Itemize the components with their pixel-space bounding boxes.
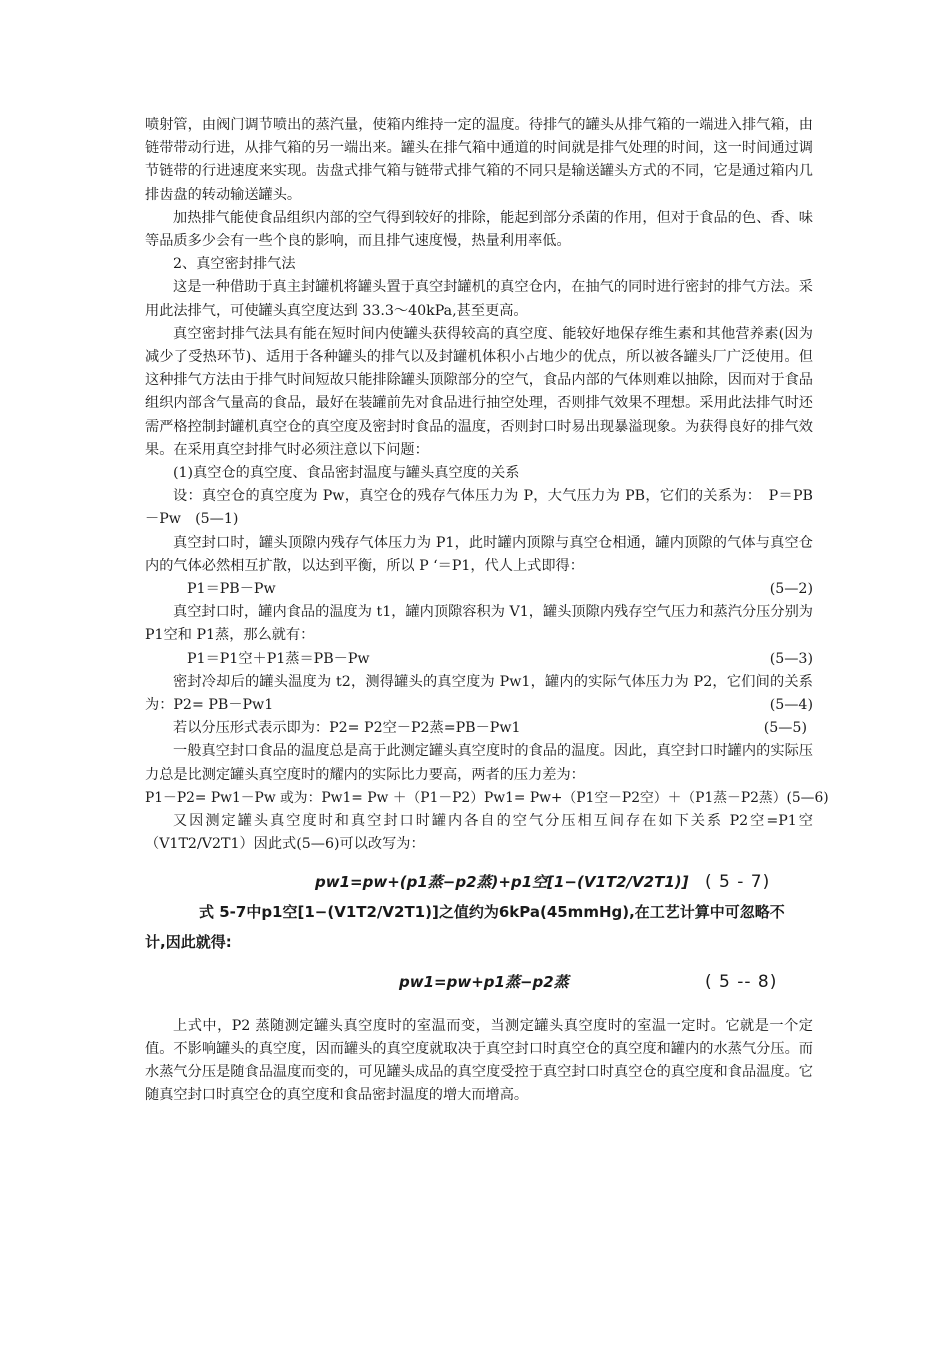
section-heading-2: 2、真空密封排气法: [173, 256, 296, 273]
equation-5-2-number: (5—2): [769, 581, 813, 598]
formula-note-line-2: [145, 927, 813, 957]
formula-note-text: 式 5-7中p1空[1−(V1T2/V2T1)]之值约为6kPa(45mmHg),在工艺计算中可忽略不: [199, 902, 785, 921]
formula-5-7: [145, 867, 813, 897]
equation-5-5-number: (5—5): [763, 720, 807, 737]
formula-5-8: [145, 963, 813, 1001]
formula-block: [145, 867, 813, 1001]
paragraph-5: 设：真空仓的真空度为 Pw，真空仓的残存气体压力为 P，大气压力为 PB，它们的关系为： P＝PB－Pw (5—1): [145, 488, 813, 528]
formula-5-8-body: pw1=pw+p1蒸−p2蒸: [399, 972, 569, 991]
paragraph-8-text: 密封冷却后的罐头温度为 t2，测得罐头的真空度为 Pw1，罐内的实际气体压力为 P2，它们间的关系为：P2= PB－Pw1: [145, 673, 813, 714]
paragraph-1: 喷射管，由阀门调节喷出的蒸汽量，使箱内维持一定的温度。待排气的罐头从排气箱的一端进入排气箱，由链带带动行进，从排气箱的另一端出来。罐头在排气箱中通道的时间就是排气处理的时间，这一时间通过调节链带的行进速度来实现。齿盘式排气箱与链带式排气箱的不同只是输送罐头方式的不同，它是通过箱内几排齿盘的转动输送罐头。: [145, 117, 813, 203]
paragraph-9-text: 若以分压形式表示即为：P2= P2空－P2蒸=PB－Pw1: [173, 720, 521, 737]
paragraph-7: 真空封口时，罐内食品的温度为 t1，罐内顶隙容积为 V1，罐头顶隙内残存空气压力和蒸汽分压分别为 P1空和 P1蒸，那么就有：: [145, 604, 813, 644]
paragraph-11: P1－P2= Pw1－Pw 或为：Pw1= Pw ＋（P1－P2）Pw1= Pw+（P1空－P2空）＋（P1蒸－P2蒸）(5—6): [145, 789, 829, 806]
paragraph-3: 这是一种借助于真主封罐机将罐头置于真空封罐机的真空仓内，在抽气的同时进行密封的排气方法。采用此法排气，可使罐头真空度达到 33.3～40kPa,甚至更高。: [145, 279, 813, 319]
equation-5-2-body: P1＝PB－Pw: [187, 581, 276, 598]
subsection-heading-1: (1)真空仓的真空度、食品密封温度与罐头真空度的关系: [173, 465, 520, 482]
equation-5-3-number: (5—3): [769, 650, 813, 667]
paragraph-12: 又因测定罐头真空度时和真空封口时罐内各自的空气分压相互间存在如下关系 P2空=P1空（V1T2/V2T1）因此式(5—6)可以改写为：: [145, 813, 813, 853]
formula-5-7-body: pw1=pw+(p1蒸−p2蒸)+p1空[1−(V1T2/V2T1)]: [315, 872, 689, 891]
equation-5-2: [145, 578, 813, 601]
equation-5-3: [145, 648, 813, 671]
formula-note-text-2: 计,因此就得:: [145, 932, 232, 951]
paragraph-6: 真空封口时，罐头顶隙内残存气体压力为 P1，此时罐内顶隙与真空仓相通，罐内顶隙的气体与真空仓内的气体必然相互扩散，以达到平衡，所以 P ‘＝P1，代人上式即得：: [145, 534, 813, 574]
formula-5-8-number: ( 5 -- 8): [705, 971, 778, 992]
equation-5-4-number: (5—4): [769, 697, 813, 714]
paragraph-9: [145, 717, 813, 740]
document-page: [145, 114, 829, 1107]
formula-note-line-1: [145, 897, 813, 927]
paragraph-10: 一般真空封口食品的温度总是高于此测定罐头真空度时的食品的温度。因此，真空封口时罐内的实际压力总是比测定罐头真空度时的耀内的实际比力要高，两者的压力差为：: [145, 743, 813, 783]
equation-5-3-body: P1＝P1空＋P1蒸＝PB－Pw: [187, 650, 370, 667]
formula-5-7-number: ( 5 - 7): [705, 871, 771, 892]
paragraph-8: [145, 671, 813, 717]
paragraph-4: 真空密封排气法具有能在短时间内使罐头获得较高的真空度、能较好地保存维生素和其他营养素(因为减少了受热环节)、适用于各种罐头的排气以及封罐机体积小占地少的优点，所以被各罐头厂广泛使用。但这种排气方法由于排气时间短故只能排除罐头顶隙部分的空气，食品内部的气体则难以抽除，因而对于食品组织内部含气量高的食品，最好在装罐前先对食品进行抽空处理，否则排气效果不理想。采用此法排气时还需严格控制封罐机真空仓的真空度及密封时食品的温度，否则封口时易出现暴溢现象。为获得良好的排气效果。在采用真空封排气时必须注意以下问题：: [145, 325, 813, 458]
paragraph-2: 加热排气能使食品组织内部的空气得到较好的排除，能起到部分杀菌的作用，但对于食品的色、香、味等品质多少会有一些个良的影响，而且排气速度慢，热量利用率低。: [145, 209, 813, 250]
paragraph-13: 上式中，P2 蒸随测定罐头真空度时的室温而变，当测定罐头真空度时的室温一定时。它就是一个定值。不影响罐头的真空度，因而罐头的真空度就取决于真空封口时真空仓的真空度和罐内的水蒸气分压。而水蒸气分压是随食品温度而变的，可见罐头成品的真空度受控于真空封口时真空仓的真空度和食品温度。它随真空封口时真空仓的真空度和食品密封温度的增大而增高。: [145, 1017, 813, 1104]
